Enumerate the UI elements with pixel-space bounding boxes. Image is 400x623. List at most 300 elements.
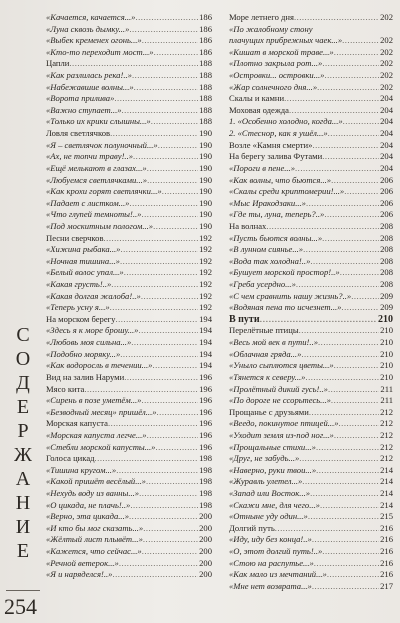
toc-entry-title: «Греба усердно...» xyxy=(229,279,296,290)
toc-entry-title: «Как водоросль в течении...» xyxy=(46,360,153,371)
toc-page-number: 217 xyxy=(380,580,393,591)
toc-leader-dots xyxy=(141,291,198,303)
toc-entry-title: «Что глупей темноты!..» xyxy=(46,209,142,220)
toc-leader-dots xyxy=(134,82,198,94)
toc-page-number: 198 xyxy=(199,464,212,475)
toc-entry xyxy=(46,186,212,198)
toc-leader-dots xyxy=(318,337,379,349)
toc-entry xyxy=(229,372,393,384)
page-number: 254 xyxy=(4,594,37,619)
toc-page-number: 210 xyxy=(380,325,393,336)
toc-entry xyxy=(46,546,212,558)
toc-leader-dots xyxy=(299,325,379,337)
toc-leader-dots xyxy=(124,372,198,384)
toc-page-number: 192 xyxy=(199,302,212,313)
toc-leader-dots xyxy=(135,12,198,24)
toc-entry xyxy=(229,558,393,570)
toc-entry-title: «Уходит земля из-под ног...» xyxy=(229,429,334,440)
contents-heading-letter: И xyxy=(15,516,31,538)
toc-page-number: 208 xyxy=(380,232,393,243)
toc-entry-title: Морская капуста xyxy=(46,418,108,429)
toc-entry-title: Цапли xyxy=(46,58,70,69)
toc-entry-title: «Какой пришёт весёлый...» xyxy=(46,476,146,487)
toc-entry xyxy=(46,163,212,175)
toc-page-number: 215 xyxy=(380,511,393,522)
toc-page-number: 204 xyxy=(380,116,393,127)
toc-page-number: 204 xyxy=(380,151,393,162)
toc-entry xyxy=(229,430,393,442)
toc-entry-title: Мясо кита xyxy=(46,383,85,394)
toc-leader-dots xyxy=(142,35,198,47)
toc-entry-title: «Какая долгая жалоба!..» xyxy=(46,290,141,301)
toc-entry-title: «О, этот долгий путь!..» xyxy=(229,546,323,557)
toc-entry-title: Перелётные птицы xyxy=(229,325,299,336)
toc-leader-dots xyxy=(342,35,379,47)
toc-leader-dots xyxy=(95,453,199,465)
toc-entry-title: «Теперь усну я...» xyxy=(46,302,110,313)
toc-page-number: 204 xyxy=(380,128,393,139)
toc-entry-title: «Мне нет возврата...» xyxy=(229,580,312,591)
toc-leader-dots xyxy=(154,47,199,59)
toc-entry-title: «Сирень в позе уметём...» xyxy=(46,395,142,406)
toc-entry xyxy=(229,453,393,465)
contents-heading-letter: Ж xyxy=(14,444,32,466)
toc-page-number: 210 xyxy=(380,348,393,359)
toc-page-number: 212 xyxy=(380,453,393,464)
toc-leader-dots xyxy=(143,534,198,546)
toc-entry-title: «Я и наряделся!..» xyxy=(46,569,113,580)
toc-leader-dots xyxy=(320,500,379,512)
toc-entry xyxy=(46,221,212,233)
toc-entry xyxy=(229,511,393,523)
toc-entry-title: «Только их крики слышны...» xyxy=(46,116,151,127)
toc-leader-dots xyxy=(312,581,379,593)
toc-page-number: 192 xyxy=(199,232,212,243)
toc-entry-title: «Жар солнечного дня...» xyxy=(229,81,318,92)
toc-leader-dots xyxy=(310,256,379,268)
toc-entry-title: Голоса цикад xyxy=(46,453,95,464)
toc-page-number: 186 xyxy=(199,35,212,46)
toc-entry xyxy=(46,291,212,303)
toc-leader-dots xyxy=(295,163,379,175)
toc-leader-dots xyxy=(120,244,198,256)
toc-entry-title: Ловля светлячков xyxy=(46,128,111,139)
toc-entry-title: Прощанье с друзьями xyxy=(229,406,309,417)
toc-entry-title: «По жалобному стону xyxy=(229,23,313,34)
toc-entry xyxy=(46,558,212,570)
toc-entry xyxy=(229,325,393,337)
toc-entry-title: «Под москитным пологом...» xyxy=(46,220,154,231)
toc-entry xyxy=(46,384,212,396)
toc-leader-dots xyxy=(158,140,198,152)
toc-leader-dots xyxy=(306,198,379,210)
toc-entry xyxy=(46,151,212,163)
toc-leader-dots xyxy=(155,442,198,454)
toc-leader-dots xyxy=(340,267,379,279)
toc-entry xyxy=(229,418,393,430)
toc-entry-title: «Кишат в морской траве...» xyxy=(229,46,334,57)
toc-page-number: 212 xyxy=(380,429,393,440)
toc-column-left xyxy=(46,12,212,581)
toc-entry xyxy=(46,488,212,500)
toc-entry xyxy=(46,337,212,349)
toc-leader-dots xyxy=(120,256,198,268)
toc-leader-dots xyxy=(309,407,379,419)
toc-page-number: 200 xyxy=(199,569,212,580)
toc-page-number: 208 xyxy=(380,267,393,278)
toc-page-number: 194 xyxy=(199,348,212,359)
toc-entry xyxy=(46,198,212,210)
toc-entry-title: «Я – светлячок полуночный...» xyxy=(46,139,158,150)
toc-entry xyxy=(46,360,212,372)
toc-page-number: 190 xyxy=(199,220,212,231)
toc-page-number: 206 xyxy=(380,209,393,220)
toc-entry-title: «Набежавшие волны...» xyxy=(46,81,134,92)
toc-entry xyxy=(46,12,212,24)
contents-heading xyxy=(6,323,40,563)
toc-entry-title: «Как мало из мечтаний...» xyxy=(229,569,327,580)
toc-leader-dots xyxy=(139,488,198,500)
toc-entry-title: «Облачная гряда...» xyxy=(229,348,302,359)
toc-entry-title: «Скалы среди криптомерии!...» xyxy=(229,186,345,197)
contents-heading-letter: С xyxy=(16,324,30,346)
toc-entry xyxy=(229,70,393,82)
toc-leader-dots xyxy=(351,291,379,303)
toc-page-number: 214 xyxy=(380,487,393,498)
toc-page-number: 198 xyxy=(199,499,212,510)
toc-entry-title: плачущих прибрежных чаек...» xyxy=(229,35,343,46)
toc-entry xyxy=(46,58,212,70)
toc-page-number: 188 xyxy=(199,93,212,104)
toc-entry xyxy=(229,47,393,59)
toc-entry xyxy=(46,267,212,279)
contents-heading-letter: Д xyxy=(16,372,30,394)
toc-leader-dots xyxy=(275,523,379,535)
toc-leader-dots xyxy=(322,233,379,245)
toc-entry xyxy=(46,47,212,59)
toc-page-number: 196 xyxy=(199,406,212,417)
toc-page-number: 202 xyxy=(380,70,393,81)
toc-leader-dots xyxy=(110,128,198,140)
toc-page-number: 216 xyxy=(380,534,393,545)
toc-page-number: 206 xyxy=(380,174,393,185)
toc-entry xyxy=(229,244,393,256)
toc-leader-dots xyxy=(324,209,379,221)
toc-entry-title: На морском берегу xyxy=(46,313,116,324)
toc-leader-dots xyxy=(119,558,198,570)
toc-leader-dots xyxy=(108,418,198,430)
toc-entry-title: «О цикада, не плачь!..» xyxy=(46,499,131,510)
toc-page-number: 212 xyxy=(380,441,393,452)
toc-column-right xyxy=(229,12,393,592)
toc-entry xyxy=(46,70,212,82)
toc-entry xyxy=(229,35,393,47)
toc-leader-dots xyxy=(289,105,379,117)
toc-entry-title: «Весь мой век в пути!..» xyxy=(229,337,319,348)
toc-leader-dots xyxy=(131,337,198,349)
toc-entry-title: «Скажи мне, для чего...» xyxy=(229,499,320,510)
toc-entry xyxy=(229,209,393,221)
toc-entry xyxy=(229,175,393,187)
toc-page-number: 211 xyxy=(380,383,393,394)
toc-entry xyxy=(229,151,393,163)
toc-page-number: 208 xyxy=(380,255,393,266)
toc-leader-dots xyxy=(133,151,198,163)
toc-page-number: 210 xyxy=(380,371,393,382)
toc-leader-dots xyxy=(157,407,199,419)
toc-leader-dots xyxy=(324,70,379,82)
toc-page-number: 208 xyxy=(380,244,393,255)
toc-entry-title: «Запад или Восток...» xyxy=(229,487,311,498)
toc-entry xyxy=(229,198,393,210)
toc-page-number: 200 xyxy=(199,534,212,545)
toc-leader-dots xyxy=(260,314,377,326)
toc-page-number: 209 xyxy=(380,302,393,313)
toc-leader-dots xyxy=(328,128,379,140)
toc-leader-dots xyxy=(129,24,198,36)
toc-entry-title: «Друг, не забудь...» xyxy=(229,453,300,464)
toc-page-number: 202 xyxy=(380,12,393,22)
toc-leader-dots xyxy=(344,186,379,198)
toc-leader-dots xyxy=(328,384,379,396)
toc-entry-title: «Пусть бьются волны...» xyxy=(229,232,323,243)
toc-section-heading xyxy=(229,314,393,326)
toc-page-number: 206 xyxy=(380,197,393,208)
toc-entry-title: «Здесь я к море брошу...» xyxy=(46,325,139,336)
toc-entry xyxy=(229,186,393,198)
toc-entry-title: «Бушует морской простор!..» xyxy=(229,267,340,278)
toc-entry-title: «Как крохи горят светлячки...» xyxy=(46,186,162,197)
toc-entry xyxy=(46,453,212,465)
toc-entry xyxy=(46,175,212,187)
toc-page-number: 204 xyxy=(380,104,393,115)
toc-entry-title: «Белый волос упал...» xyxy=(46,267,124,278)
toc-leader-dots xyxy=(302,476,379,488)
toc-entry xyxy=(46,395,212,407)
toc-entry xyxy=(46,93,212,105)
toc-leader-dots xyxy=(317,82,379,94)
toc-page-number: 198 xyxy=(199,487,212,498)
toc-page-number: 190 xyxy=(199,197,212,208)
toc-page-number: 210 xyxy=(380,337,393,348)
toc-leader-dots xyxy=(132,70,198,82)
toc-entry xyxy=(229,163,393,175)
contents-heading-letter: Е xyxy=(16,540,30,562)
toc-entry-title: Скалы и камни xyxy=(229,93,285,104)
toc-page-number: 210 xyxy=(378,313,393,325)
toc-page-number: 192 xyxy=(199,290,212,301)
contents-heading-letter: Н xyxy=(15,492,31,514)
toc-page-number: 212 xyxy=(380,406,393,417)
toc-page-number: 192 xyxy=(199,267,212,278)
toc-entry xyxy=(229,12,393,24)
toc-entry-title: «По дороге не ссорьтесь...» xyxy=(229,395,331,406)
toc-entry-title: «Веедо, покинутое птицей...» xyxy=(229,418,339,429)
toc-leader-dots xyxy=(334,430,379,442)
toc-page-number: 186 xyxy=(199,12,212,22)
toc-page-number: 200 xyxy=(199,546,212,557)
toc-leader-dots xyxy=(141,209,198,221)
toc-page-number: 198 xyxy=(199,476,212,487)
toc-leader-dots xyxy=(334,360,379,372)
side-title-area xyxy=(2,0,42,623)
toc-leader-dots xyxy=(120,349,198,361)
toc-leader-dots xyxy=(129,198,198,210)
toc-entry-title: «Падает с листком...» xyxy=(46,197,130,208)
toc-entry-title: «Кажется, что сейчас...» xyxy=(46,546,142,557)
toc-page-number: 194 xyxy=(199,325,212,336)
toc-leader-dots xyxy=(327,569,379,581)
toc-entry xyxy=(46,140,212,152)
contents-heading-letter: Р xyxy=(17,420,29,442)
toc-entry xyxy=(46,256,212,268)
toc-entry-title: «Качается, качается...» xyxy=(46,12,136,22)
toc-entry xyxy=(229,221,393,233)
toc-page-number: 188 xyxy=(199,104,212,115)
toc-page-number: 194 xyxy=(199,337,212,348)
toc-leader-dots xyxy=(143,523,198,535)
toc-entry-title: «Отныне уду один...» xyxy=(229,511,308,522)
toc-leader-dots xyxy=(296,279,379,291)
toc-page-number: 190 xyxy=(199,174,212,185)
toc-entry xyxy=(229,349,393,361)
toc-page-number: 194 xyxy=(199,360,212,371)
toc-page-number: 192 xyxy=(199,244,212,255)
toc-page-number: 216 xyxy=(380,569,393,580)
toc-entry xyxy=(229,523,393,535)
toc-leader-dots xyxy=(266,221,379,233)
toc-leader-dots xyxy=(114,93,198,105)
toc-entry-title: «Иду, иду без конца!..» xyxy=(229,534,312,545)
toc-page-number: 204 xyxy=(380,162,393,173)
toc-page-number: 188 xyxy=(199,81,212,92)
toc-entry xyxy=(46,35,212,47)
toc-leader-dots xyxy=(129,511,198,523)
toc-entry xyxy=(229,116,393,128)
toc-leader-dots xyxy=(343,116,379,128)
toc-leader-dots xyxy=(308,511,379,523)
toc-leader-dots xyxy=(153,221,198,233)
toc-page-number: 210 xyxy=(380,360,393,371)
toc-entry-title: «Тянется к северу...» xyxy=(229,371,306,382)
toc-entry-title: «Безводный месяц» пришёл...» xyxy=(46,406,157,417)
toc-leader-dots xyxy=(69,58,198,70)
toc-entry-title: «Жёлтый лист плывёт...» xyxy=(46,534,143,545)
toc-entry xyxy=(229,233,393,245)
toc-entry xyxy=(46,523,212,535)
toc-entry xyxy=(229,465,393,477)
toc-page-number: 200 xyxy=(199,557,212,568)
toc-leader-dots xyxy=(303,244,379,256)
toc-leader-dots xyxy=(322,58,379,70)
toc-leader-dots xyxy=(147,163,198,175)
toc-entry-title: «Ночная тишина...» xyxy=(46,255,120,266)
toc-page-number: 196 xyxy=(199,383,212,394)
toc-page-number: 196 xyxy=(199,395,212,406)
toc-entry xyxy=(229,442,393,454)
toc-leader-dots xyxy=(284,93,379,105)
toc-entry-title: «И кто бы мог сказать...» xyxy=(46,522,144,533)
toc-entry-title: «Как волны, что бьются...» xyxy=(229,174,332,185)
toc-page-number: 190 xyxy=(199,139,212,150)
toc-page-number: 212 xyxy=(380,418,393,429)
toc-page-number: 190 xyxy=(199,162,212,173)
toc-entry xyxy=(229,256,393,268)
toc-leader-dots xyxy=(146,476,198,488)
toc-entry-title: Вид на залив Наруми xyxy=(46,371,125,382)
toc-entry xyxy=(46,244,212,256)
toc-leader-dots xyxy=(141,395,198,407)
toc-entry xyxy=(46,534,212,546)
toc-entry-title: «Стою на распутье...» xyxy=(229,557,314,568)
toc-entry xyxy=(46,349,212,361)
toc-leader-dots xyxy=(151,116,198,128)
toc-entry xyxy=(229,476,393,488)
toc-page-number: 202 xyxy=(380,46,393,57)
toc-leader-dots xyxy=(147,430,199,442)
toc-entry-title: «Кто-то переходит мост...» xyxy=(46,46,154,57)
toc-entry-title: «Хижина рыбака...» xyxy=(46,244,121,255)
toc-entry-title: «В лунном сиянье...» xyxy=(229,244,304,255)
toc-entry-title: «Как разлилась река!..» xyxy=(46,70,132,81)
toc-leader-dots xyxy=(110,302,198,314)
toc-entry xyxy=(46,116,212,128)
toc-entry xyxy=(229,534,393,546)
toc-entry-title: «Важно ступает...» xyxy=(46,104,122,115)
toc-entry xyxy=(229,291,393,303)
toc-page-number: 216 xyxy=(380,546,393,557)
toc-leader-dots xyxy=(331,175,379,187)
toc-page-number: 196 xyxy=(199,429,212,440)
toc-entry-title: «Ещё мелькают в глазах...» xyxy=(46,162,147,173)
toc-entry xyxy=(46,407,212,419)
toc-leader-dots xyxy=(112,569,198,581)
toc-page-number: 186 xyxy=(199,23,212,34)
toc-entry xyxy=(229,82,393,94)
toc-entry xyxy=(46,24,212,36)
toc-entry-title: «Плотно закрыла рот...» xyxy=(229,58,323,69)
toc-entry-title: «Подобно моряку...» xyxy=(46,348,121,359)
toc-page-number: 214 xyxy=(380,476,393,487)
toc-entry-title: «С чем сравнить нашу жизнь?..» xyxy=(229,290,352,301)
toc-leader-dots xyxy=(84,384,198,396)
toc-page-number: 200 xyxy=(199,522,212,533)
toc-entry xyxy=(229,302,393,314)
toc-entry-title: Моховая одежда xyxy=(229,104,289,115)
toc-entry xyxy=(46,233,212,245)
toc-entry-title: Море летнего дня xyxy=(229,12,294,22)
toc-leader-dots xyxy=(152,360,198,372)
toc-entry xyxy=(46,325,212,337)
toc-leader-dots xyxy=(111,279,198,291)
toc-page-number: 202 xyxy=(380,81,393,92)
toc-entry xyxy=(229,360,393,372)
toc-leader-dots xyxy=(322,546,379,558)
toc-entry-title: «Нехудь воду из ванны...» xyxy=(46,487,140,498)
toc-leader-dots xyxy=(122,105,199,117)
toc-entry xyxy=(229,488,393,500)
toc-page-number: 188 xyxy=(199,116,212,127)
toc-entry xyxy=(46,511,212,523)
toc-entry-title: Долгий путь xyxy=(229,522,275,533)
toc-entry-title: «Любуемся светлячками...» xyxy=(46,174,148,185)
toc-leader-dots xyxy=(316,465,379,477)
toc-entry xyxy=(229,267,393,279)
toc-leader-dots xyxy=(115,314,198,326)
toc-page-number: 194 xyxy=(199,313,212,324)
toc-entry-title: «Стебли морской капусты...» xyxy=(46,441,156,452)
toc-entry xyxy=(46,372,212,384)
